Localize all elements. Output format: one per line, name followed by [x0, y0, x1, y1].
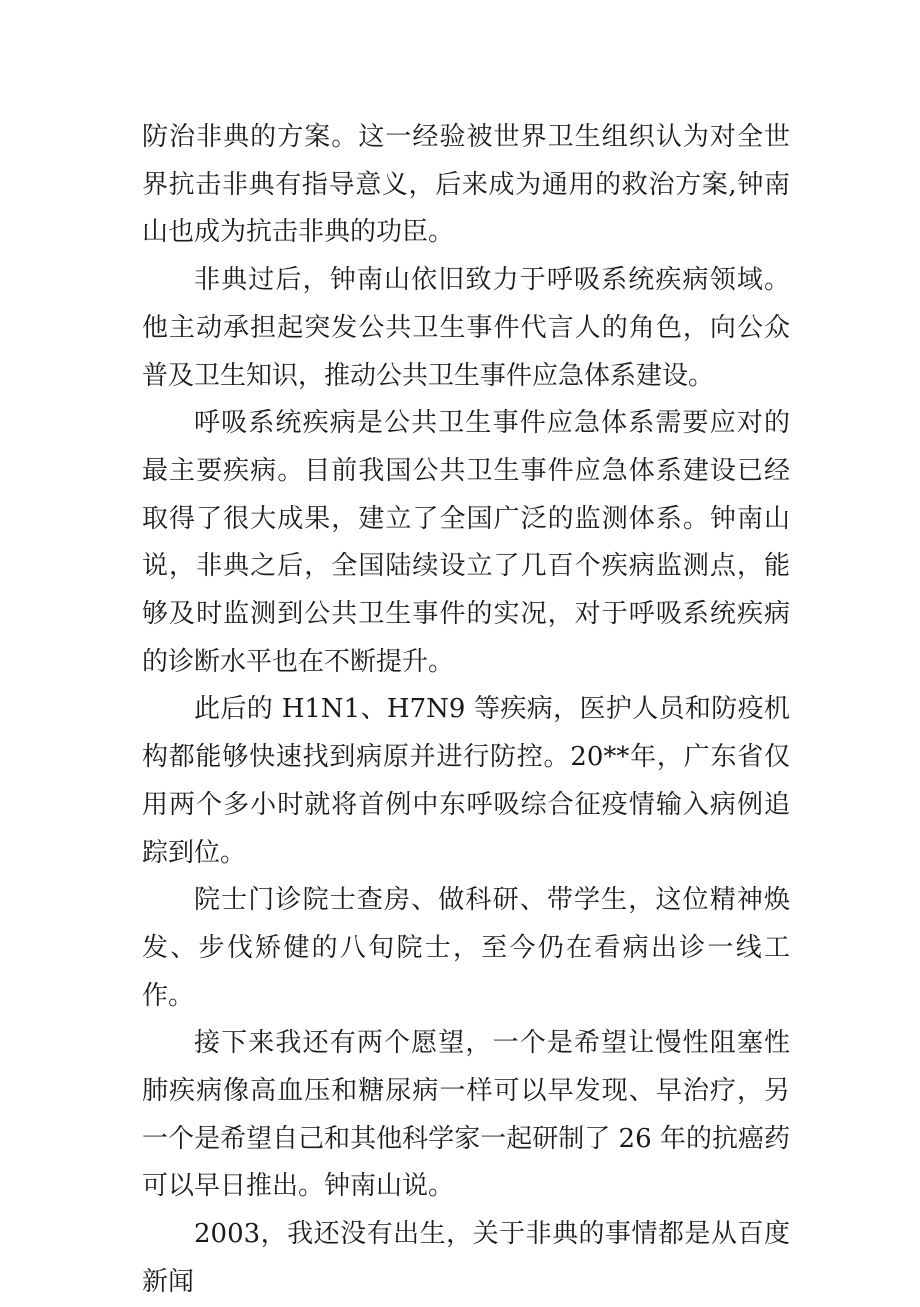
- paragraph-4: 此后的 H1N1、H7N9 等疾病，医护人员和防疫机构都能够快速找到病原并进行防控。20**年，广东省仅用两个多小时就将首例中东呼吸综合征疫情输入病例追踪到位。: [142, 694, 790, 868]
- paragraph-7: 2003，我还没有出生，关于非典的事情都是从百度新闻: [142, 1219, 790, 1297]
- document-body: [142, 114, 790, 1307]
- paragraph-5: 院士门诊院士查房、做科研、带学生，这位精神焕发、步伐矫健的八旬院士，至今仍在看病出诊一线工作。: [142, 885, 790, 1011]
- paragraph-2: 非典过后，钟南山依旧致力于呼吸系统疾病领域。他主动承担起突发公共卫生事件代言人的角色，向公众普及卫生知识，推动公共卫生事件应急体系建设。: [142, 265, 790, 391]
- paragraph-3: 呼吸系统疾病是公共卫生事件应急体系需要应对的最主要疾病。目前我国公共卫生事件应急体系建设已经取得了很大成果，建立了全国广泛的监测体系。钟南山说，非典之后，全国陆续设立了几百个疾病监测点，能够及时监测到公共卫生事件的实况，对于呼吸系统疾病的诊断水平也在不断提升。: [142, 408, 790, 677]
- paragraph-6: 接下来我还有两个愿望，一个是希望让慢性阻塞性肺疾病像高血压和糖尿病一样可以早发现、早治疗，另一个是希望自己和其他科学家一起研制了 26 年的抗癌药可以早日推出。钟南山说。: [142, 1028, 790, 1202]
- paragraph-1: 防治非典的方案。这一经验被世界卫生组织认为对全世界抗击非典有指导意义，后来成为通用的救治方案,钟南山也成为抗击非典的功臣。: [142, 122, 790, 248]
